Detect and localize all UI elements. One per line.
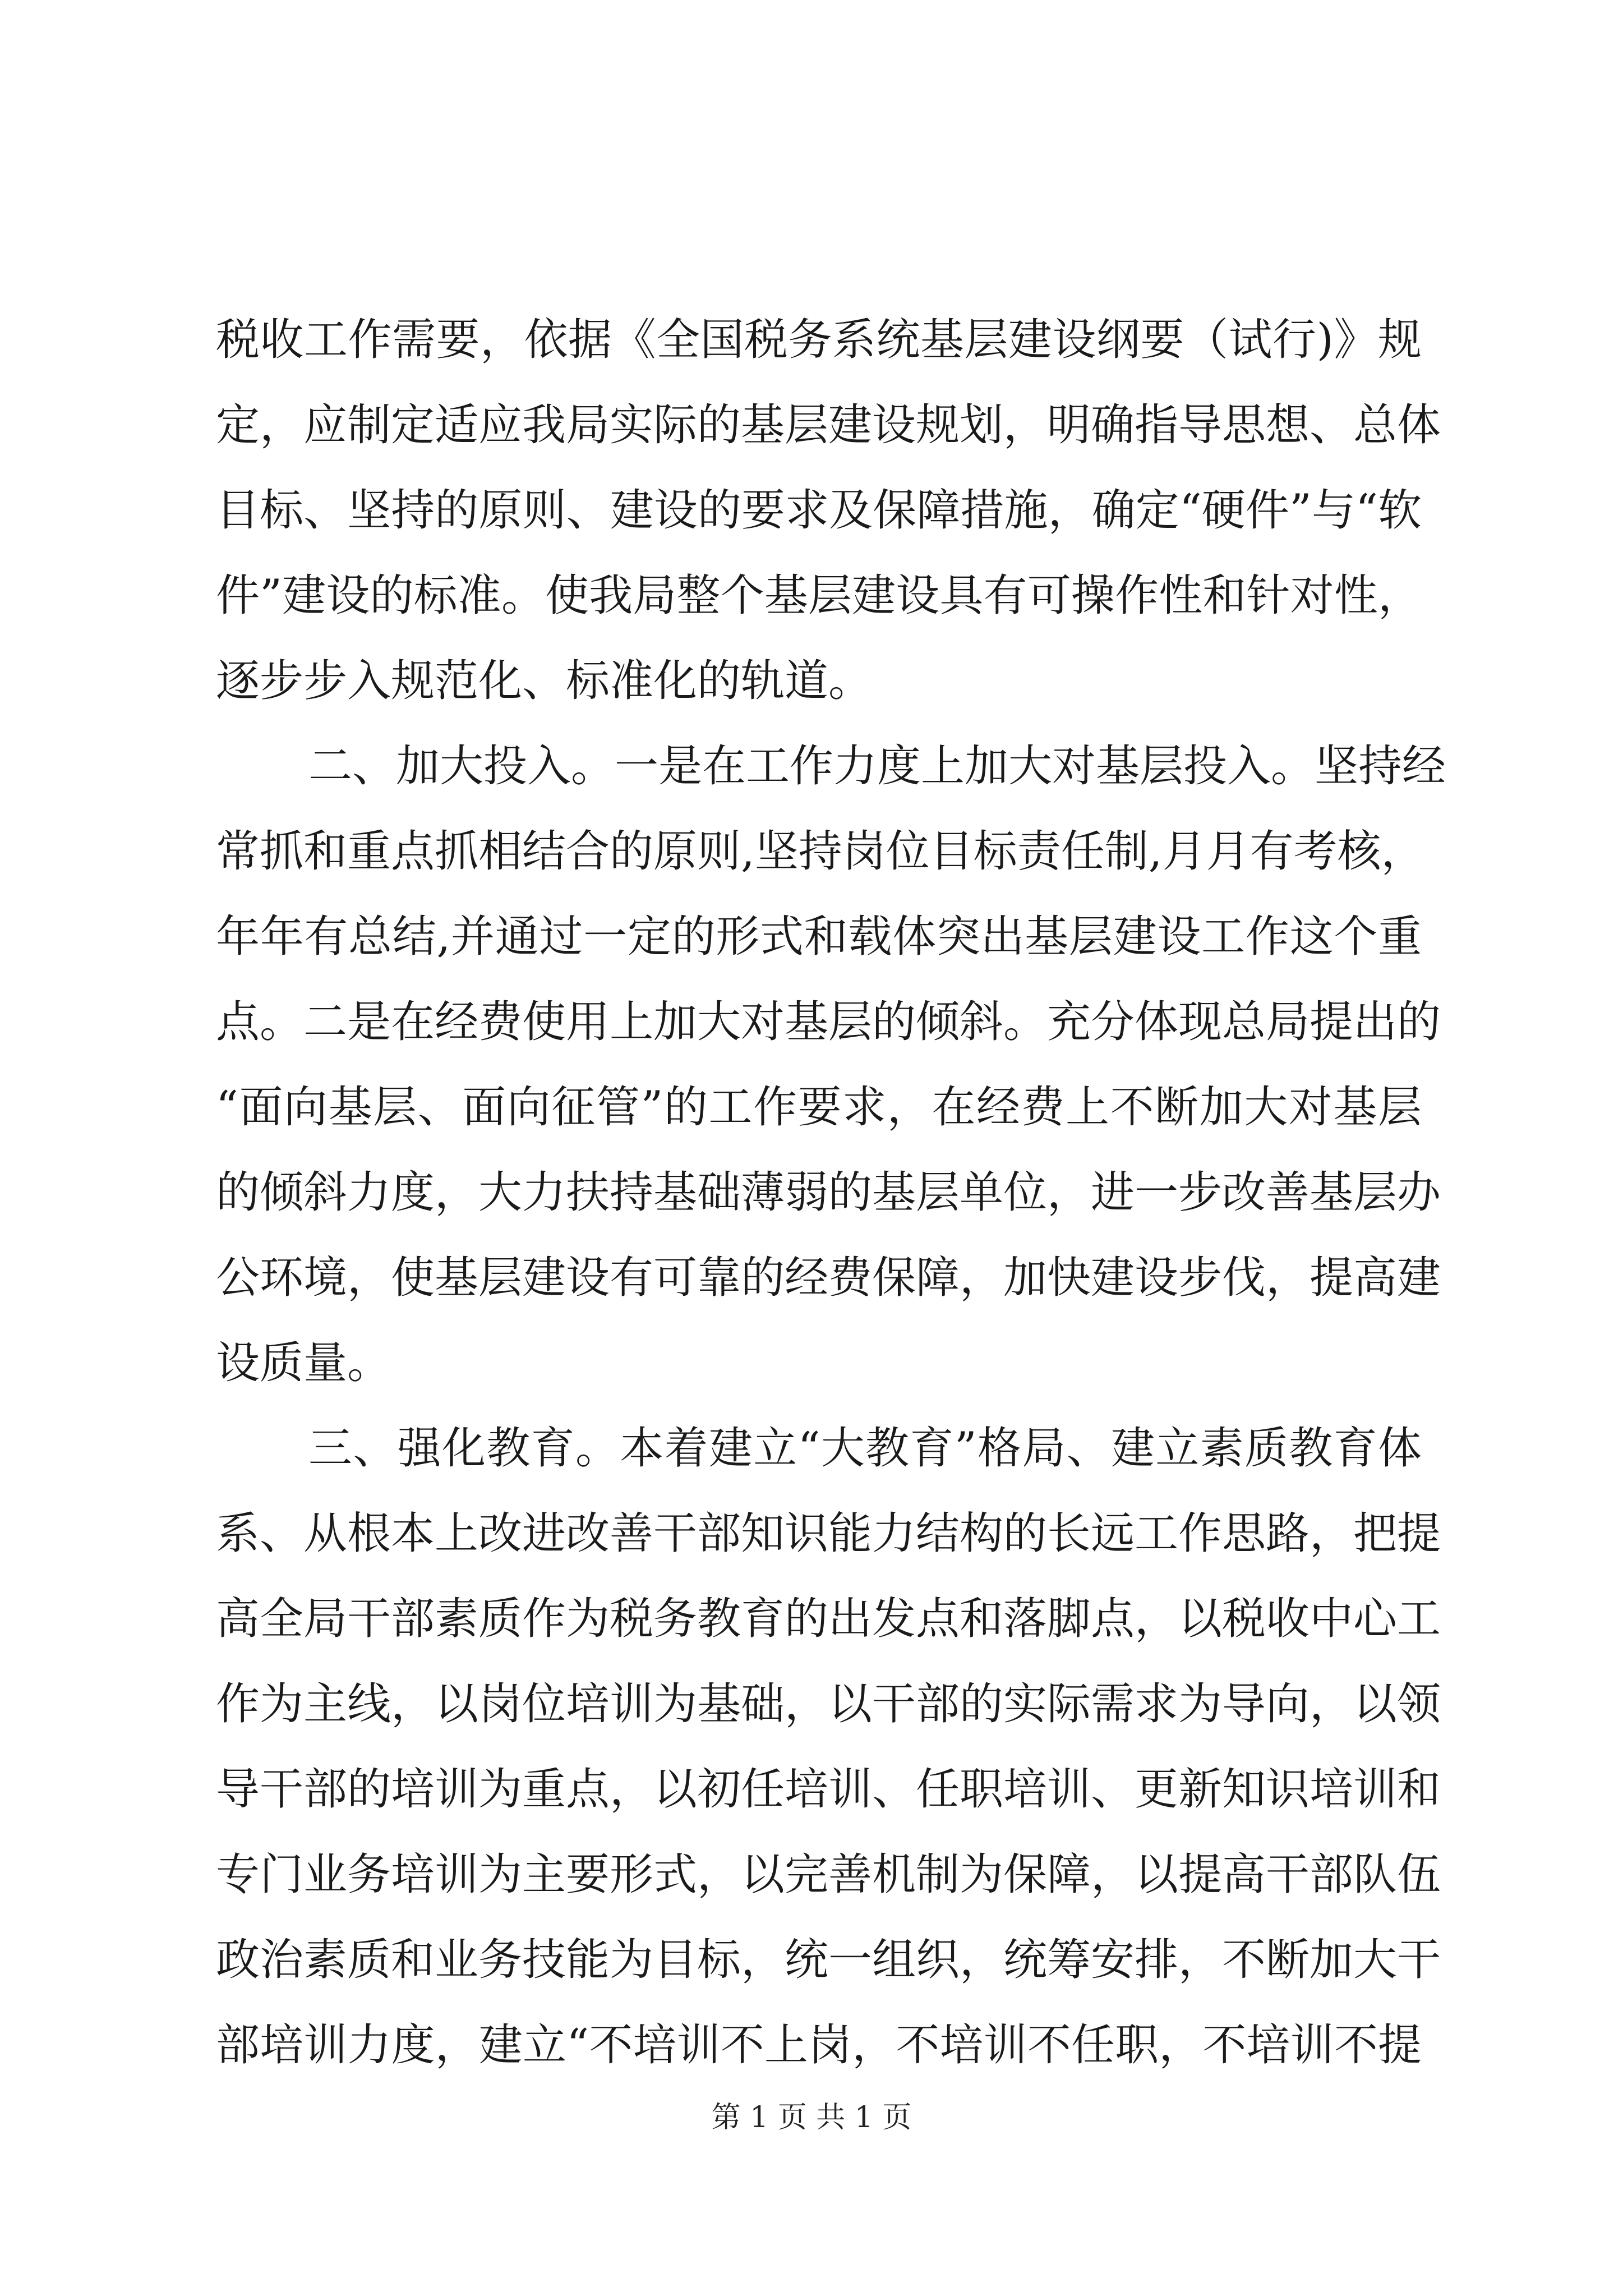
document-body [216,297,1446,2088]
paragraph-start-line: 三、强化教育。本着建立“大教育”格局、建立素质教育体 [308,1423,1422,1474]
text-line: 常抓和重点抓相结合的原则,坚持岗位目标责任制,月月有考核， [216,826,1425,877]
text-line: 年年有总结,并通过一定的形式和载体突出基层建设工作这个重 [216,912,1422,962]
text-line: 目标、坚持的原则、建设的要求及保障措施，确定“硬件”与“软 [216,485,1422,536]
text-line: 点。二是在经费使用上加大对基层的倾斜。充分体现总局提出的 [216,997,1441,1047]
text-line: 设质量。 [216,1338,391,1388]
page-number-footer: 第 1 页 共 1 页 [711,2101,912,2134]
text-line: 件”建设的标准。使我局整个基层建设具有可操作性和针对性， [216,570,1422,621]
text-line: 部培训力度，建立“不培训不上岗，不培训不任职，不培训不提 [216,2020,1422,2070]
text-line: 税收工作需要，依据《全国税务系统基层建设纲要（试行)》规 [216,315,1422,365]
text-line: 高全局干部素质作为税务教育的出发点和落脚点，以税收中心工 [216,1594,1441,1644]
text-line: 系、从根本上改进改善干部知识能力结构的长远工作思路，把提 [216,1508,1441,1559]
text-line: “面向基层、面向征管”的工作要求，在经费上不断加大对基层 [216,1082,1422,1133]
paragraph-start-line: 二、加大投入。一是在工作力度上加大对基层投入。坚持经 [308,741,1446,792]
text-line: 定，应制定适应我局实际的基层建设规划，明确指导思想、总体 [216,400,1441,450]
text-line: 专门业务培训为主要形式，以完善机制为保障，以提高干部队伍 [216,1849,1441,1900]
text-line: 公环境，使基层建设有可靠的经费保障，加快建设步伐，提高建 [216,1253,1441,1303]
text-line: 导干部的培训为重点，以初任培训、任职培训、更新知识培训和 [216,1764,1441,1815]
text-line: 的倾斜力度，大力扶持基础薄弱的基层单位，进一步改善基层办 [216,1167,1441,1218]
text-line: 政治素质和业务技能为目标，统一组织，统筹安排，不断加大干 [216,1935,1441,1985]
text-line: 逐步步入规范化、标准化的轨道。 [216,656,873,706]
text-line: 作为主线，以岗位培训为基础，以干部的实际需求为导向，以领 [216,1679,1441,1729]
